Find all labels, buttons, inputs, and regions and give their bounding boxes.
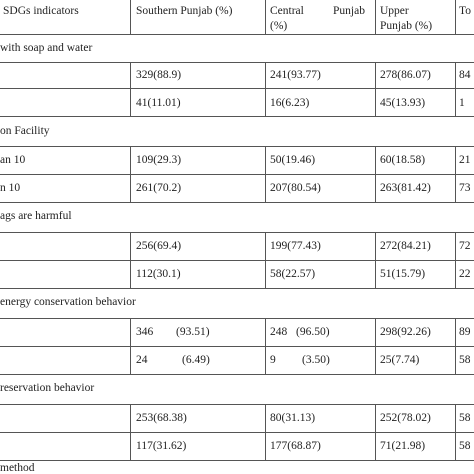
table-rule (0, 174, 474, 175)
cell-upper: 45(13.93) (380, 97, 426, 109)
cell-total: 73 (459, 182, 471, 194)
column-rule (265, 318, 266, 374)
cell-total: 84 (459, 69, 471, 81)
header-cell-central-punjab-1: Central (270, 5, 304, 17)
table-rule (0, 232, 474, 233)
column-rule (455, 232, 456, 288)
cell-southern: 41(11.01) (136, 97, 181, 109)
table-rule (0, 146, 474, 147)
table-rule (0, 346, 474, 347)
header-cell-central-punjab-2: Punjab (333, 5, 365, 17)
row-label: an 10 (0, 154, 26, 166)
cell-central-count: 9 (270, 354, 276, 366)
cell-total: 58 (459, 440, 471, 452)
cell-total: 21 (459, 154, 471, 166)
cell-total: 1 (459, 97, 465, 109)
cell-upper: 272(84.21) (380, 240, 431, 252)
cell-upper: 298(92.26) (380, 326, 431, 338)
table-rule (0, 404, 474, 405)
column-rule (265, 146, 266, 202)
column-rule (375, 232, 376, 288)
column-rule (130, 62, 131, 116)
table-rule (0, 374, 474, 375)
section-heading: reservation behavior (0, 382, 95, 394)
cell-southern: 253(68.38) (136, 412, 187, 424)
cell-central-percent: (3.50) (302, 354, 330, 366)
column-rule (455, 146, 456, 202)
cell-upper: 60(18.58) (380, 154, 426, 166)
section-heading: on Facility (0, 125, 50, 137)
table-rule (0, 318, 474, 319)
header-cell-upper-punjab-1: Upper (380, 5, 409, 17)
cell-southern: 117(31.62) (136, 440, 187, 452)
cell-upper: 263(81.42) (380, 182, 431, 194)
cell-upper: 25(7.74) (380, 354, 420, 366)
column-rule (265, 232, 266, 288)
section-heading: with soap and water (0, 42, 93, 54)
column-rule (455, 62, 456, 116)
table-rule (0, 460, 474, 461)
column-rule (265, 404, 266, 460)
cell-total: 89 (459, 326, 471, 338)
cell-central: 177(68.87) (270, 440, 321, 452)
column-rule (130, 232, 131, 288)
column-rule (375, 146, 376, 202)
cell-central: 241(93.77) (270, 69, 321, 81)
header-cell-upper-punjab-2: Punjab (%) (380, 20, 433, 32)
cell-central: 199(77.43) (270, 240, 321, 252)
cell-southern-count: 346 (136, 326, 154, 338)
column-rule (455, 318, 456, 374)
cell-central-count: 248 (270, 326, 288, 338)
table-rule (0, 34, 474, 35)
header-cell-central-punjab-3: (%) (270, 20, 288, 32)
cell-southern-count: 24 (136, 354, 148, 366)
section-heading: ags are harmful (0, 210, 72, 222)
cell-upper: 278(86.07) (380, 69, 431, 81)
section-heading: energy conservation behavior (0, 296, 136, 308)
cell-southern-percent: (6.49) (182, 354, 210, 366)
cell-central: 80(31.13) (270, 412, 316, 424)
cell-upper: 71(21.98) (380, 440, 426, 452)
cell-southern: 329(88.9) (136, 69, 182, 81)
cell-central: 58(22.57) (270, 268, 316, 280)
table-rule (0, 288, 474, 289)
cell-southern-percent: (93.51) (176, 326, 210, 338)
cell-total: 58 (459, 354, 471, 366)
table-rule (0, 88, 474, 89)
cell-central: 207(80.54) (270, 182, 321, 194)
cell-central-percent: (96.50) (296, 326, 330, 338)
column-rule (130, 146, 131, 202)
column-rule (375, 62, 376, 116)
column-rule (375, 404, 376, 460)
cell-total: 22 (459, 268, 471, 280)
cell-upper: 51(15.79) (380, 268, 426, 280)
cell-upper: 252(78.02) (380, 412, 431, 424)
table-rule (0, 432, 474, 433)
column-rule (130, 404, 131, 460)
header-cell-total: To (459, 5, 471, 17)
column-rule (375, 318, 376, 374)
row-label: n 10 (0, 182, 21, 194)
cell-southern: 109(29.3) (136, 154, 182, 166)
table-rule (0, 202, 474, 203)
table-rule (0, 62, 474, 63)
column-rule (375, 0, 376, 34)
cell-total: 72 (459, 240, 471, 252)
column-rule (130, 318, 131, 374)
table-rule (0, 260, 474, 261)
column-rule (455, 404, 456, 460)
header-cell-southern-punjab: Southern Punjab (%) (136, 5, 233, 17)
cell-central: 16(6.23) (270, 97, 310, 109)
cell-southern: 256(69.4) (136, 240, 182, 252)
cell-central: 50(19.46) (270, 154, 316, 166)
table-rule (0, 116, 474, 117)
header-cell-indicators: SDGs indicators (3, 5, 79, 17)
column-rule (130, 0, 131, 34)
cell-southern: 112(30.1) (136, 268, 181, 280)
column-rule (455, 0, 456, 34)
section-heading: method (0, 462, 35, 474)
column-rule (265, 62, 266, 116)
cell-total: 58 (459, 412, 471, 424)
cell-southern: 261(70.2) (136, 182, 182, 194)
column-rule (265, 0, 266, 34)
